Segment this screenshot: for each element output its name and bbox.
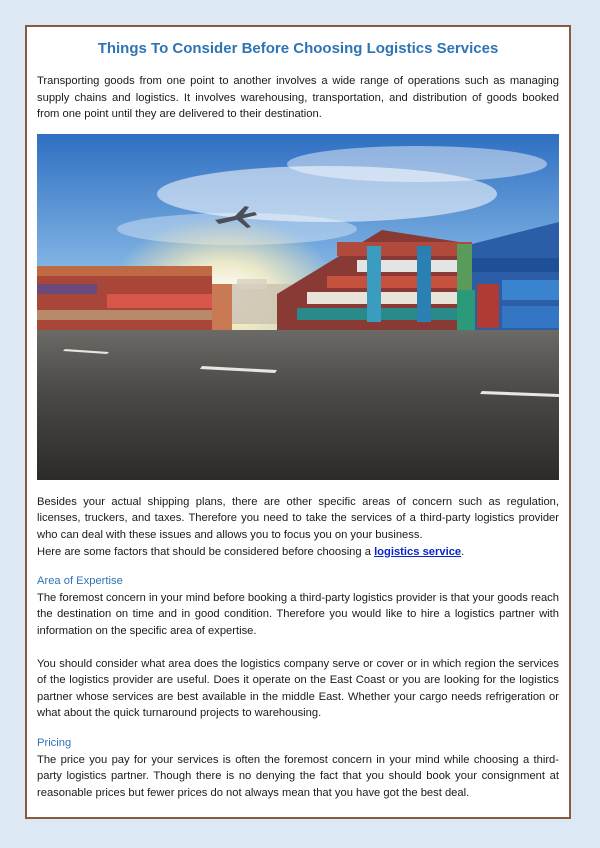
body-paragraph-1: Besides your actual shipping plans, there are other specific areas of concern such as regulation, licenses, truckers, and taxes. Therefore you need to take the services of a third-party logistics provider who can deal with these issues and allows you to focus you on your business. bbox=[37, 495, 559, 541]
factors-suffix: . bbox=[461, 545, 465, 558]
expertise-paragraph-2: You should consider what area does the logistics company serve or cover or in which region the services of the logistics provider are useful. Does it operate on the East Coast or you are looking for the logistics partner whose services are best available in the middle East. Whether your cargo needs refrigeration or what about the quick turnaround projects to warehousing. bbox=[37, 657, 559, 720]
factors-paragraph bbox=[27, 544, 569, 561]
section-heading-pricing: Pricing bbox=[37, 736, 72, 749]
page-title: Things To Consider Before Choosing Logistics Services bbox=[97, 40, 499, 57]
expertise-paragraph-1: The foremost concern in your mind before booking a third-party logistics provider is that your goods reach the destination on time and in good condition. Therefore you would like to hire a logistics partner with information on the specific area of expertise. bbox=[37, 591, 559, 637]
factors-prefix: Here are some factors that should be considered before choosing a bbox=[37, 545, 375, 558]
document-page bbox=[25, 25, 571, 819]
intro-paragraph: Transporting goods from one point to another involves a wide range of operations such as managing supply chains and logistics. It involves warehousing, transportation, and distribution of goods booked from one point until they are delivered to their destination. bbox=[37, 75, 559, 121]
logistics-service-link[interactable]: logistics service bbox=[374, 545, 462, 558]
section-heading-area-of-expertise: Area of Expertise bbox=[37, 575, 123, 588]
pricing-paragraph: The price you pay for your services is often the foremost concern in your mind while choosing a third-party logistics partner. Though there is no denying the fact that you should book your consignment at reasonable prices but fewer prices do not always mean that you have got the best deal. bbox=[37, 753, 559, 799]
shipping-containers-photo bbox=[37, 134, 559, 480]
